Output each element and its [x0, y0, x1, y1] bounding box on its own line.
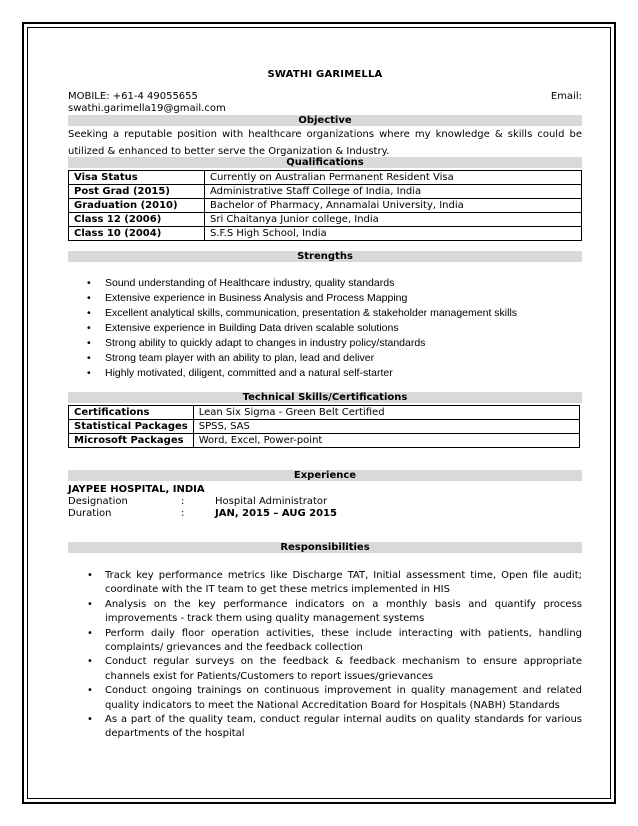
list-item: • Perform daily floor operation activities, these include interacting with patients, handling complaints/ grievances and the feedback collection	[68, 627, 582, 656]
qualification-label: Visa Status	[69, 171, 205, 185]
duration-label: Duration	[68, 508, 112, 519]
table-row	[69, 171, 582, 185]
table-row	[69, 213, 582, 227]
table-row	[69, 199, 582, 213]
designation-value: Hospital Administrator	[215, 496, 328, 507]
responsibilities-heading: Responsibilities	[68, 542, 582, 553]
table-row	[69, 185, 582, 199]
qualifications-heading: Qualifications	[68, 157, 582, 168]
skill-value: Word, Excel, Power-point	[193, 434, 579, 448]
list-item: • Analysis on the key performance indicators on a monthly basis and quantify process improvements - track them using quality management systems	[68, 598, 582, 627]
qualification-label: Class 10 (2004)	[69, 227, 205, 241]
mobile-number: MOBILE: +61-4 49055655	[68, 91, 198, 102]
objective-heading: Objective	[68, 115, 582, 126]
technical-skills-table	[68, 405, 580, 448]
qualification-value: Currently on Australian Permanent Resident Visa	[205, 171, 582, 185]
list-item: • As a part of the quality team, conduct regular internal audits on quality standards for various departments of the hospital	[68, 713, 582, 742]
qualifications-table	[68, 170, 582, 241]
table-row	[69, 227, 582, 241]
duration-separator: :	[181, 508, 185, 519]
email-label: Email:	[550, 91, 582, 102]
technical-skills-heading: Technical Skills/Certifications	[68, 392, 582, 403]
qualification-value: Sri Chaitanya Junior college, India	[205, 213, 582, 227]
skill-label: Microsoft Packages	[69, 434, 194, 448]
table-row	[69, 406, 580, 420]
candidate-name: SWATHI GARIMELLA	[267, 69, 383, 80]
list-item: • Strong ability to quickly adapt to changes in industry policy/standards	[68, 336, 582, 351]
skill-value: Lean Six Sigma - Green Belt Certified	[193, 406, 579, 420]
employer-name: JAYPEE HOSPITAL, INDIA	[68, 484, 205, 495]
strengths-heading: Strengths	[68, 251, 582, 262]
qualification-label: Class 12 (2006)	[69, 213, 205, 227]
skill-label: Statistical Packages	[69, 420, 194, 434]
qualification-value: S.F.S High School, India	[205, 227, 582, 241]
list-item: • Track key performance metrics like Discharge TAT, Initial assessment time, Open file audit; coordinate with the IT team to get these metrics implemented in HIS	[68, 569, 582, 598]
responsibilities-list	[68, 569, 582, 742]
list-item: • Extensive experience in Building Data driven scalable solutions	[68, 321, 582, 336]
duration-value: JAN, 2015 – AUG 2015	[215, 508, 337, 519]
list-item: • Excellent analytical skills, communication, presentation & stakeholder management skills	[68, 306, 582, 321]
list-item: • Conduct ongoing trainings on continuous improvement in quality management and related quality indicators to meet the National Accreditation Board for Hospitals (NABH) Standards	[68, 684, 582, 713]
objective-text: Seeking a reputable position with healthcare organizations where my knowledge & skills could be utilized & enhanced to better serve the Organization & Industry.	[68, 129, 582, 157]
list-item: • Sound understanding of Healthcare industry, quality standards	[68, 276, 582, 291]
strengths-list	[68, 276, 582, 381]
skill-label: Certifications	[69, 406, 194, 420]
skill-value: SPSS, SAS	[193, 420, 579, 434]
list-item: • Strong team player with an ability to plan, lead and deliver	[68, 351, 582, 366]
designation-label: Designation	[68, 496, 128, 507]
table-row	[69, 420, 580, 434]
qualification-label: Post Grad (2015)	[69, 185, 205, 199]
qualification-label: Graduation (2010)	[69, 199, 205, 213]
qualification-value: Administrative Staff College of India, India	[205, 185, 582, 199]
list-item: • Highly motivated, diligent, committed and a natural self-starter	[68, 366, 582, 381]
experience-heading: Experience	[68, 470, 582, 481]
list-item: • Conduct regular surveys on the feedback & feedback mechanism to ensure appropriate channels exist for Patients/Customers to report issues/grievances	[68, 655, 582, 684]
email-address[interactable]: swathi.garimella19@gmail.com	[68, 103, 226, 114]
designation-separator: :	[181, 496, 185, 507]
table-row	[69, 434, 580, 448]
qualification-value: Bachelor of Pharmacy, Annamalai University, India	[205, 199, 582, 213]
list-item: • Extensive experience in Business Analysis and Process Mapping	[68, 291, 582, 306]
